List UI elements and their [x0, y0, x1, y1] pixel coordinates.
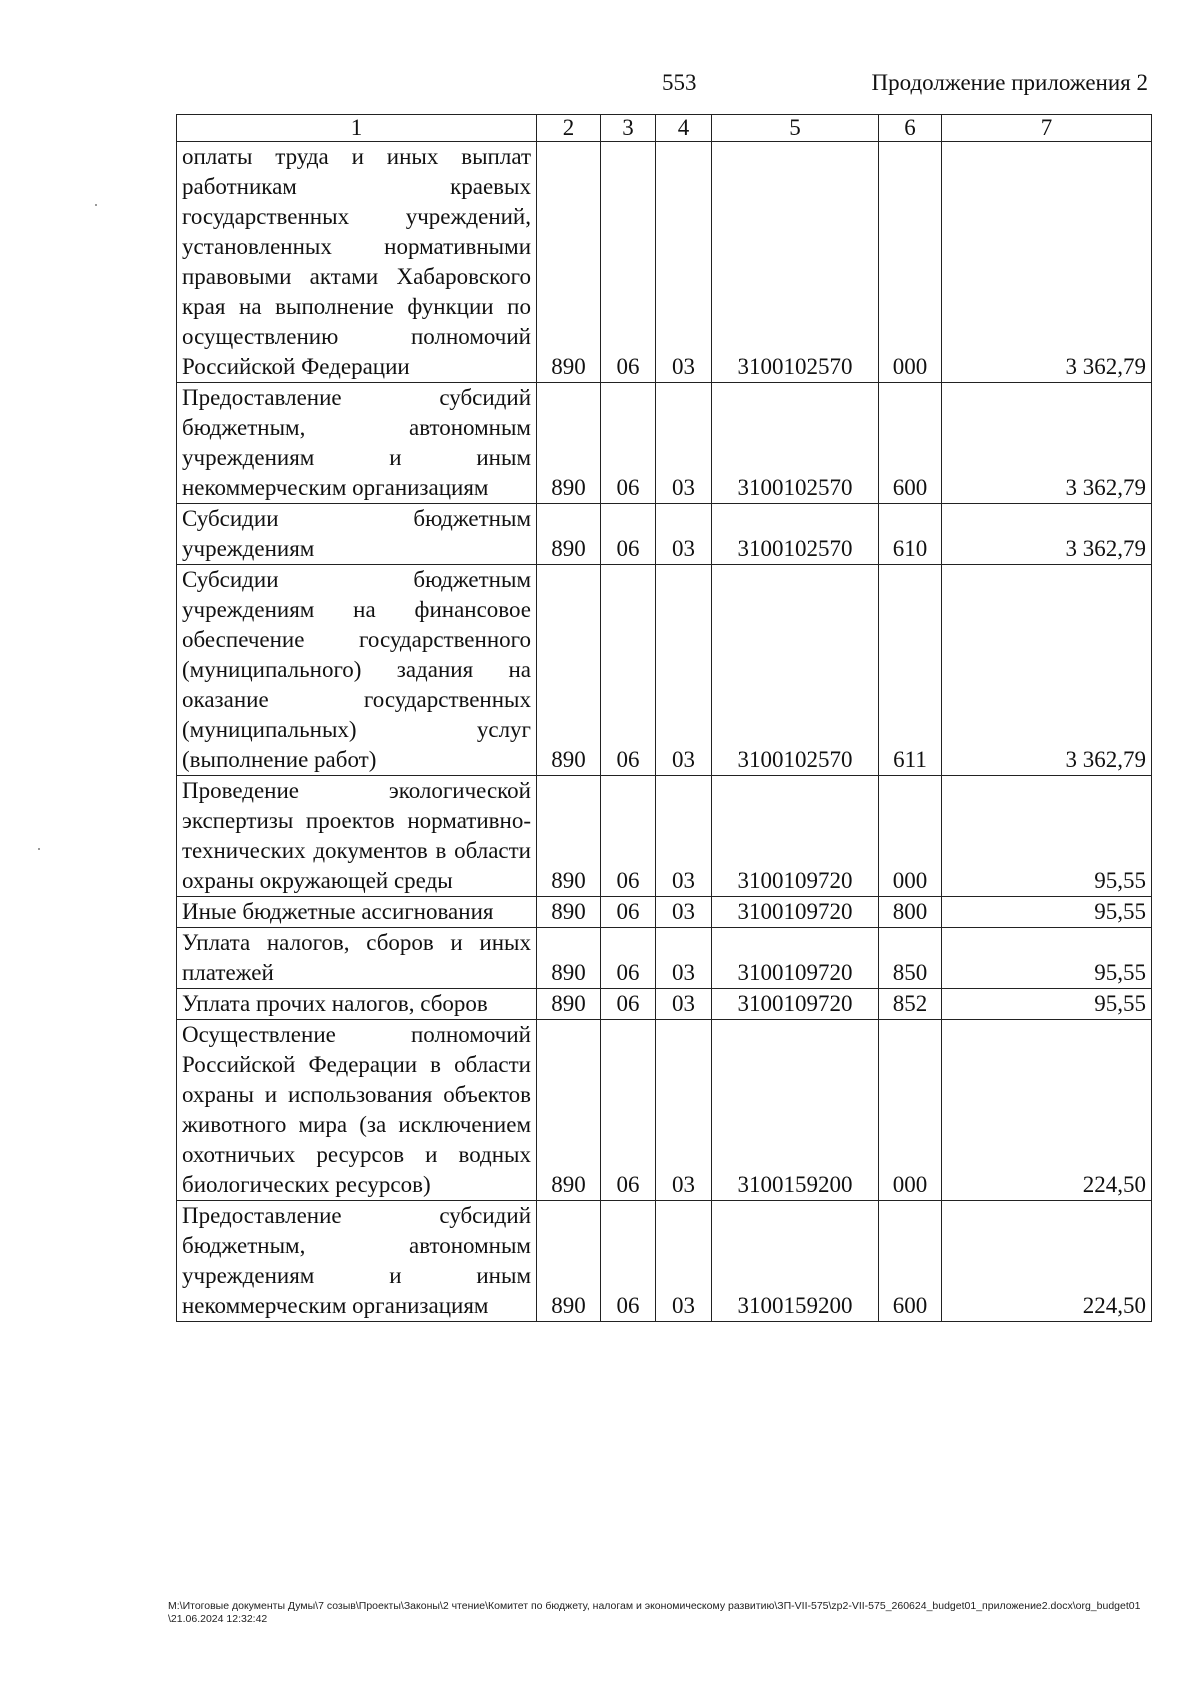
row-value-cell: 06 — [601, 142, 656, 383]
row-value-cell: 06 — [601, 928, 656, 989]
row-value-cell: 890 — [537, 776, 601, 897]
row-value-cell: 95,55 — [942, 928, 1152, 989]
row-value-cell: 03 — [656, 989, 712, 1020]
row-value-cell: 3100109720 — [712, 897, 879, 928]
row-value-cell: 224,50 — [942, 1201, 1152, 1322]
row-value-cell: 890 — [537, 142, 601, 383]
column-header: 2 — [537, 115, 601, 142]
budget-table — [176, 114, 1152, 1322]
row-value-cell: 03 — [656, 928, 712, 989]
table-row — [177, 383, 1152, 504]
row-value-cell: 03 — [656, 565, 712, 776]
page-number: 553 — [662, 70, 697, 95]
row-name-cell: Уплата прочих налогов, сборов — [177, 989, 537, 1020]
row-value-cell: 06 — [601, 504, 656, 565]
row-value-cell: 852 — [879, 989, 942, 1020]
row-name-cell: Субсидии бюджетным учреждениям — [177, 504, 537, 565]
column-header: 6 — [879, 115, 942, 142]
row-value-cell: 610 — [879, 504, 942, 565]
row-value-cell: 06 — [601, 383, 656, 504]
row-value-cell: 3100109720 — [712, 928, 879, 989]
row-value-cell: 3100159200 — [712, 1020, 879, 1201]
row-value-cell: 06 — [601, 897, 656, 928]
scan-mark — [38, 848, 40, 850]
table-row — [177, 565, 1152, 776]
column-header: 7 — [942, 115, 1152, 142]
row-value-cell: 611 — [879, 565, 942, 776]
row-value-cell: 890 — [537, 928, 601, 989]
row-value-cell: 850 — [879, 928, 942, 989]
row-value-cell: 3 362,79 — [942, 142, 1152, 383]
row-value-cell: 890 — [537, 989, 601, 1020]
table-row — [177, 776, 1152, 897]
row-value-cell: 890 — [537, 897, 601, 928]
row-value-cell: 224,50 — [942, 1020, 1152, 1201]
row-name-cell: Предоставление субсидий бюджетным, автономным учреждениям и иным некоммерческим организациям — [177, 1201, 537, 1322]
row-value-cell: 3100159200 — [712, 1201, 879, 1322]
row-value-cell: 890 — [537, 383, 601, 504]
column-header: 3 — [601, 115, 656, 142]
row-name-cell: Субсидии бюджетным учреждениям на финансовое обеспечение государственного (муниципального) задания на оказание государственных (муниципальных) услуг (выполнение работ) — [177, 565, 537, 776]
row-value-cell: 06 — [601, 776, 656, 897]
row-value-cell: 06 — [601, 1020, 656, 1201]
column-header: 5 — [712, 115, 879, 142]
row-name-cell: Уплата налогов, сборов и иных платежей — [177, 928, 537, 989]
table-row — [177, 928, 1152, 989]
row-value-cell: 03 — [656, 1020, 712, 1201]
row-value-cell: 000 — [879, 776, 942, 897]
row-value-cell: 3100109720 — [712, 989, 879, 1020]
column-header: 1 — [177, 115, 537, 142]
row-value-cell: 95,55 — [942, 897, 1152, 928]
row-value-cell: 03 — [656, 504, 712, 565]
row-value-cell: 06 — [601, 1201, 656, 1322]
row-name-cell: Проведение экологической экспертизы проектов нормативно-технических документов в области охраны окружающей среды — [177, 776, 537, 897]
row-value-cell: 06 — [601, 565, 656, 776]
row-value-cell: 890 — [537, 565, 601, 776]
row-name-cell: Осуществление полномочий Российской Федерации в области охраны и использования объектов животного мира (за исключением охотничьих ресурсов и водных биологических ресурсов) — [177, 1020, 537, 1201]
row-value-cell: 3100102570 — [712, 504, 879, 565]
column-header: 4 — [656, 115, 712, 142]
row-value-cell: 03 — [656, 897, 712, 928]
row-name-cell: Иные бюджетные ассигнования — [177, 897, 537, 928]
row-value-cell: 3100109720 — [712, 776, 879, 897]
row-value-cell: 890 — [537, 504, 601, 565]
row-value-cell: 3100102570 — [712, 383, 879, 504]
table-row — [177, 897, 1152, 928]
table-row — [177, 142, 1152, 383]
table-row — [177, 1020, 1152, 1201]
row-value-cell: 000 — [879, 142, 942, 383]
row-value-cell: 000 — [879, 1020, 942, 1201]
table-row — [177, 1201, 1152, 1322]
row-value-cell: 3100102570 — [712, 142, 879, 383]
table-row — [177, 504, 1152, 565]
row-value-cell: 03 — [656, 142, 712, 383]
row-value-cell: 3 362,79 — [942, 504, 1152, 565]
row-value-cell: 600 — [879, 383, 942, 504]
row-value-cell: 06 — [601, 989, 656, 1020]
column-header-row — [177, 115, 1152, 142]
row-value-cell: 03 — [656, 1201, 712, 1322]
row-value-cell: 3 362,79 — [942, 565, 1152, 776]
table-row — [177, 989, 1152, 1020]
row-value-cell: 95,55 — [942, 776, 1152, 897]
document-file-path: М:\Итоговые документы Думы\7 созыв\Проекты\Законы\2 чтение\Комитет по бюджету, налогам и экономическому развитию\ЗП-VII-575\zp2-VII-575_260624_budget01_приложение2.docx\org_budget01\21.06.2024 12:32:42 — [168, 1600, 1141, 1625]
continuation-label: Продолжение приложения 2 — [871, 70, 1148, 95]
scan-mark — [95, 204, 97, 206]
row-value-cell: 95,55 — [942, 989, 1152, 1020]
row-value-cell: 3 362,79 — [942, 383, 1152, 504]
row-value-cell: 03 — [656, 776, 712, 897]
row-value-cell: 600 — [879, 1201, 942, 1322]
row-name-cell: Предоставление субсидий бюджетным, автономным учреждениям и иным некоммерческим организациям — [177, 383, 537, 504]
row-value-cell: 890 — [537, 1020, 601, 1201]
row-value-cell: 800 — [879, 897, 942, 928]
row-name-cell: оплаты труда и иных выплат работникам краевых государственных учреждений, установленных нормативными правовыми актами Хабаровского края на выполнение функции по осуществлению полномочий Российской Федерации — [177, 142, 537, 383]
row-value-cell: 3100102570 — [712, 565, 879, 776]
row-value-cell: 03 — [656, 383, 712, 504]
row-value-cell: 890 — [537, 1201, 601, 1322]
